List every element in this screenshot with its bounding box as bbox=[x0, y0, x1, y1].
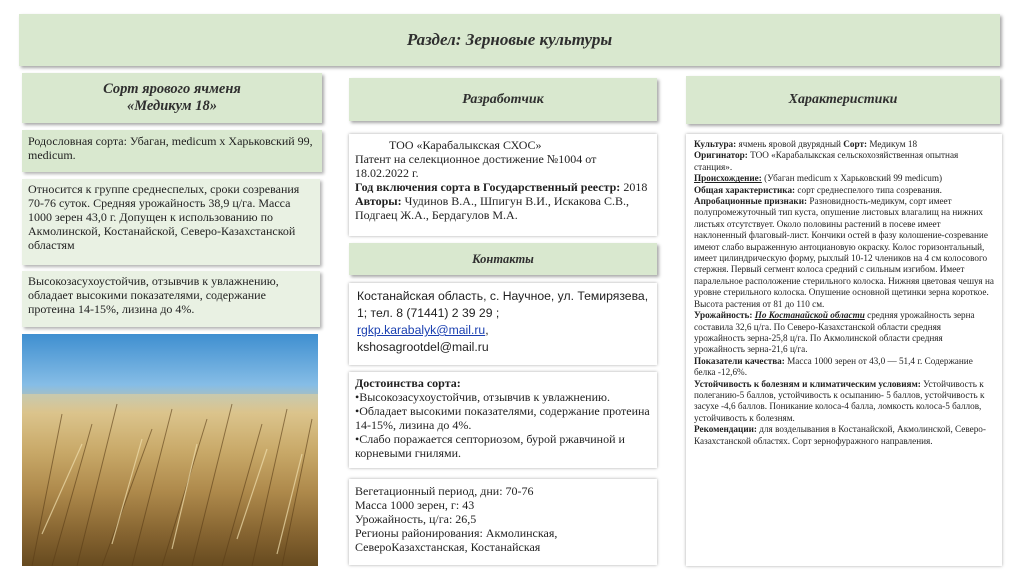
variety-header-line2: «Медикум 18» bbox=[126, 98, 217, 114]
section-title-bar bbox=[19, 14, 1000, 66]
char-general bbox=[694, 185, 994, 196]
stat-mass: Масса 1000 зерен, г: 43 bbox=[355, 498, 475, 512]
group-panel bbox=[22, 179, 320, 265]
advantage-item: •Слабо поражается септориозом, бурой ржавчиной и корневыми гнилями. bbox=[355, 432, 625, 460]
char-label-underlined: По Костанайской области bbox=[754, 310, 865, 321]
char-text: сорт среднеспелого типа созревания. bbox=[795, 184, 942, 195]
developer-org: ТОО «Карабалыкская СХОС» bbox=[389, 138, 542, 152]
advantage-item: •Высокозасухоустойчив, отзывчив к увлажнению. bbox=[355, 390, 610, 404]
traits-panel bbox=[22, 271, 320, 327]
email-link-1[interactable]: rgkp.karabalyk@mail.ru bbox=[357, 323, 486, 337]
patent-text: Патент на селекционное достижение №1004 от 18.02.2022 г. bbox=[355, 152, 597, 180]
char-label: Показатели качества: bbox=[694, 355, 785, 366]
char-text: ячмень яровой двурядный bbox=[736, 139, 844, 149]
characteristics-header-text: Характеристики bbox=[788, 92, 898, 107]
authors-label: Авторы: bbox=[355, 194, 402, 208]
registry-line bbox=[355, 180, 651, 194]
char-originator bbox=[694, 150, 994, 173]
advantage-item: •Обладает высокими показателями, содержание протеина 14-15%, лизина до 4%. bbox=[355, 404, 650, 432]
email1-suffix: , bbox=[485, 323, 489, 337]
stat-yield: Урожайность, ц/га: 26,5 bbox=[355, 512, 477, 526]
group-text: Относится к группе среднеспелых, сроки созревания 70-76 суток. Средняя урожайность 38,9 ц/га. Масса 1000 зерен 43,0 г. Допущен к использованию по Акмолинской, Костанайской, Северо-Казахстанской областям bbox=[28, 182, 300, 252]
char-label: Происхождение: bbox=[694, 173, 762, 184]
section-title: Раздел: Зерновые культуры bbox=[406, 30, 613, 49]
contacts-header-text: Контакты bbox=[472, 251, 534, 266]
char-quality bbox=[694, 356, 994, 379]
developer-panel bbox=[349, 134, 657, 236]
authors-line bbox=[355, 194, 651, 222]
char-label: Рекомендации: bbox=[694, 424, 757, 435]
char-text: ТОО «Карабалыкская сельскохозяйственная опытная станция». bbox=[694, 150, 959, 172]
char-yield bbox=[694, 310, 994, 356]
registry-label: Год включения сорта в Государственный реестр: bbox=[355, 180, 621, 194]
developer-header-text: Разработчик bbox=[462, 91, 544, 107]
char-label: Апробационные признаки: bbox=[694, 196, 808, 207]
contacts-panel bbox=[349, 283, 657, 365]
char-culture bbox=[694, 139, 994, 150]
characteristics-panel bbox=[686, 134, 1002, 566]
char-label: Общая характеристика: bbox=[694, 184, 796, 195]
email-2: kshosagrootdel@mail.ru bbox=[357, 340, 489, 354]
wheat-field-illustration bbox=[22, 334, 318, 566]
char-approbation bbox=[694, 196, 994, 310]
stats-panel bbox=[349, 479, 657, 565]
char-text: Масса 1000 зерен от 43,0 — 51,4 г. Содержание белка -12,6%. bbox=[694, 355, 973, 378]
char-text: для возделывания в Костанайской, Акмолинской, Северо-Казахстанской областях. Сорт зернофуражного направления. bbox=[694, 424, 986, 446]
char-label: Сорт: bbox=[843, 139, 868, 149]
characteristics-header bbox=[686, 76, 1000, 124]
pedigree-panel bbox=[22, 130, 322, 172]
pedigree-text: Родословная сорта: Убаган, medicum x Харьковский 99, medicum. bbox=[28, 134, 313, 162]
char-text: Разновидность-медикум, сорт имеет полупромежуточный тип куста, опушение листовых влагалищ на нижних листьях отсутствует. Около половины растений в посеве имеет наклоненный флаговый-лист. Кончики остей в фазу колошение-созревание имеют слабо выраженную антоциановую окраску. Колос горизонтальный, имеет цилиндрическую форму, рыхлый 10-12 члеников на 4 см колосового стержня. Первый сегмент колоса средний с сильным изгибом. Имеет паралельное расположение стерильного колоска. Нижняя цветовая чешуя на уровне стерильного колоска. Опушение основной щетинки зерна короткое. Высота растения от 81 до 110 см. bbox=[694, 196, 994, 309]
registry-year: 2018 bbox=[623, 180, 648, 194]
stat-vegetation: Вегетационный период, дни: 70-76 bbox=[355, 484, 534, 498]
variety-header bbox=[22, 73, 322, 123]
stat-regions: Регионы районирования: Акмолинская, СевероКазахстанская, Костанайская bbox=[355, 526, 558, 554]
contacts-header bbox=[349, 243, 657, 275]
wheat-field-photo bbox=[22, 334, 318, 566]
char-text: Устойчивость к полеганию-5 баллов, устойчивость к осыпанию- 5 баллов, устойчивость к засухе -4,6 баллов. Поникание колоса-4 балла, ломкость колоса-5 баллов, устойчивость к болезням. bbox=[694, 378, 985, 423]
char-label: Оригинатор: bbox=[694, 150, 748, 161]
char-text: средняя урожайность зерна составила 32,6 ц/га. По Северо-Казахстанской области средняя урожайность зерна-25,8 ц/га. По Акмолинской области средняя урожайность зерна-21,6 ц/га. bbox=[694, 310, 975, 355]
char-recommendations bbox=[694, 424, 994, 447]
variety-header-line1: Сорт ярового ячменя bbox=[103, 81, 241, 97]
address-text: Костанайская область, с. Научное, ул. Темирязева, 1; тел. 8 (71441) 2 39 29 ; bbox=[357, 289, 649, 320]
char-resistance bbox=[694, 379, 994, 425]
char-text: Медикум 18 bbox=[867, 139, 918, 149]
advantages-title-text: Достоинства сорта: bbox=[355, 376, 461, 390]
advantages-panel bbox=[349, 372, 657, 468]
developer-header bbox=[349, 78, 657, 121]
traits-text: Высокозасухоустойчив, отзывчив к увлажнению, обладает высокими показателями, содержание протеина 14-15%, лизина до 4%. bbox=[28, 274, 279, 316]
email1-line bbox=[357, 322, 649, 339]
char-label: Устойчивость к болезням и климатическим условиям: bbox=[694, 378, 921, 389]
char-label: Урожайность: bbox=[694, 310, 755, 321]
char-origin bbox=[694, 173, 994, 184]
advantages-title bbox=[355, 376, 651, 390]
char-text: (Убаган medicum x Харьковский 99 medicum) bbox=[761, 173, 943, 184]
char-label: Культура: bbox=[694, 139, 737, 149]
authors-text: Чудинов В.А., Шпигун В.И., Искакова С.В., Подгаец Ж.А., Бердагулов М.А. bbox=[355, 194, 629, 222]
